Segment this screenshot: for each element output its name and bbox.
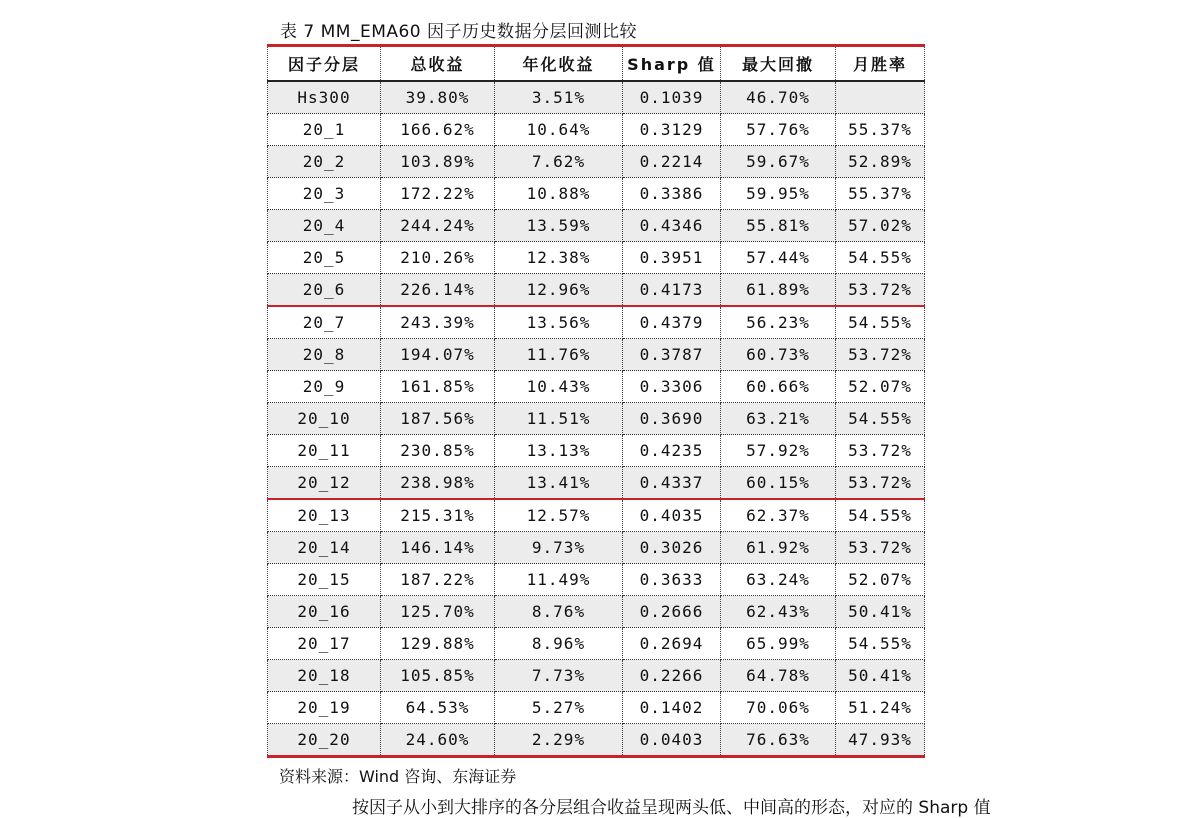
cell-max-drawdown: 61.92% [721, 532, 836, 564]
cell-sharp-ratio: 0.2694 [623, 628, 721, 660]
cell-monthly-win-rate [836, 81, 925, 114]
cell-max-drawdown: 59.67% [721, 146, 836, 178]
cell-monthly-win-rate: 52.89% [836, 146, 925, 178]
cell-monthly-win-rate: 53.72% [836, 339, 925, 371]
table-row [268, 306, 925, 339]
table-row [268, 114, 925, 146]
cell-max-drawdown: 65.99% [721, 628, 836, 660]
cell-monthly-win-rate: 52.07% [836, 371, 925, 403]
cell-sharp-ratio: 0.3026 [623, 532, 721, 564]
cell-total-return: 105.85% [381, 660, 495, 692]
cell-sharp-ratio: 0.3633 [623, 564, 721, 596]
table-row [268, 724, 925, 757]
cell-sharp-ratio: 0.4337 [623, 467, 721, 500]
cell-annual-return: 8.96% [495, 628, 623, 660]
cell-total-return: 161.85% [381, 371, 495, 403]
cell-max-drawdown: 61.89% [721, 274, 836, 307]
cell-sharp-ratio: 0.2266 [623, 660, 721, 692]
cell-monthly-win-rate: 54.55% [836, 403, 925, 435]
cell-total-return: 243.39% [381, 306, 495, 339]
cell-factor-layer: Hs300 [268, 81, 381, 114]
cell-total-return: 210.26% [381, 242, 495, 274]
cell-sharp-ratio: 0.4173 [623, 274, 721, 307]
cell-factor-layer: 20_8 [268, 339, 381, 371]
cell-annual-return: 10.64% [495, 114, 623, 146]
header-total-return: 总收益 [381, 46, 495, 82]
cell-factor-layer: 20_3 [268, 178, 381, 210]
cell-annual-return: 8.76% [495, 596, 623, 628]
cell-max-drawdown: 46.70% [721, 81, 836, 114]
cell-annual-return: 10.43% [495, 371, 623, 403]
cell-factor-layer: 20_5 [268, 242, 381, 274]
cell-annual-return: 9.73% [495, 532, 623, 564]
cell-monthly-win-rate: 53.72% [836, 274, 925, 307]
cell-monthly-win-rate: 47.93% [836, 724, 925, 757]
cell-total-return: 194.07% [381, 339, 495, 371]
table-row [268, 178, 925, 210]
table-row [268, 242, 925, 274]
cell-factor-layer: 20_20 [268, 724, 381, 757]
cell-annual-return: 11.76% [495, 339, 623, 371]
cell-total-return: 129.88% [381, 628, 495, 660]
table-row [268, 210, 925, 242]
cell-max-drawdown: 63.21% [721, 403, 836, 435]
cell-monthly-win-rate: 55.37% [836, 178, 925, 210]
table-row [268, 371, 925, 403]
cell-factor-layer: 20_12 [268, 467, 381, 500]
cell-factor-layer: 20_9 [268, 371, 381, 403]
cell-factor-layer: 20_4 [268, 210, 381, 242]
cell-factor-layer: 20_10 [268, 403, 381, 435]
cell-monthly-win-rate: 52.07% [836, 564, 925, 596]
cell-monthly-win-rate: 51.24% [836, 692, 925, 724]
cell-sharp-ratio: 0.1402 [623, 692, 721, 724]
cell-sharp-ratio: 0.3306 [623, 371, 721, 403]
cell-max-drawdown: 63.24% [721, 564, 836, 596]
table-row [268, 564, 925, 596]
cell-total-return: 172.22% [381, 178, 495, 210]
table-row [268, 499, 925, 532]
cell-max-drawdown: 59.95% [721, 178, 836, 210]
cell-annual-return: 13.41% [495, 467, 623, 500]
cell-total-return: 226.14% [381, 274, 495, 307]
cell-annual-return: 5.27% [495, 692, 623, 724]
table-row [268, 81, 925, 114]
cell-max-drawdown: 57.76% [721, 114, 836, 146]
cell-sharp-ratio: 0.4379 [623, 306, 721, 339]
body-paragraph-partial: 按因子从小到大排序的各分层组合收益呈现两头低、中间高的形态，对应的 Sharp 值 [352, 798, 991, 818]
cell-monthly-win-rate: 55.37% [836, 114, 925, 146]
cell-factor-layer: 20_16 [268, 596, 381, 628]
cell-total-return: 230.85% [381, 435, 495, 467]
factor-backtest-table-container [267, 44, 924, 758]
cell-sharp-ratio: 0.3386 [623, 178, 721, 210]
cell-sharp-ratio: 0.4235 [623, 435, 721, 467]
cell-monthly-win-rate: 54.55% [836, 242, 925, 274]
cell-max-drawdown: 57.92% [721, 435, 836, 467]
table-row [268, 692, 925, 724]
cell-total-return: 125.70% [381, 596, 495, 628]
header-sharp-ratio: Sharp 值 [623, 46, 721, 82]
cell-total-return: 166.62% [381, 114, 495, 146]
cell-factor-layer: 20_18 [268, 660, 381, 692]
cell-annual-return: 13.59% [495, 210, 623, 242]
cell-sharp-ratio: 0.3129 [623, 114, 721, 146]
cell-total-return: 103.89% [381, 146, 495, 178]
cell-annual-return: 11.51% [495, 403, 623, 435]
table-row [268, 435, 925, 467]
table-row [268, 660, 925, 692]
factor-backtest-table [267, 44, 925, 758]
cell-factor-layer: 20_1 [268, 114, 381, 146]
cell-total-return: 238.98% [381, 467, 495, 500]
header-max-drawdown: 最大回撤 [721, 46, 836, 82]
header-factor-layer: 因子分层 [268, 46, 381, 82]
cell-monthly-win-rate: 53.72% [836, 467, 925, 500]
cell-monthly-win-rate: 53.72% [836, 532, 925, 564]
table-row [268, 628, 925, 660]
cell-factor-layer: 20_17 [268, 628, 381, 660]
cell-total-return: 146.14% [381, 532, 495, 564]
table-row [268, 532, 925, 564]
cell-monthly-win-rate: 50.41% [836, 596, 925, 628]
cell-annual-return: 12.38% [495, 242, 623, 274]
cell-factor-layer: 20_6 [268, 274, 381, 307]
cell-monthly-win-rate: 53.72% [836, 435, 925, 467]
table-row [268, 403, 925, 435]
cell-max-drawdown: 62.37% [721, 499, 836, 532]
cell-max-drawdown: 64.78% [721, 660, 836, 692]
cell-total-return: 187.22% [381, 564, 495, 596]
cell-max-drawdown: 60.15% [721, 467, 836, 500]
table-row [268, 467, 925, 500]
cell-max-drawdown: 76.63% [721, 724, 836, 757]
cell-monthly-win-rate: 54.55% [836, 628, 925, 660]
cell-total-return: 39.80% [381, 81, 495, 114]
cell-annual-return: 7.62% [495, 146, 623, 178]
cell-monthly-win-rate: 50.41% [836, 660, 925, 692]
cell-total-return: 215.31% [381, 499, 495, 532]
table-row [268, 596, 925, 628]
cell-factor-layer: 20_19 [268, 692, 381, 724]
table-caption: 表 7 MM_EMA60 因子历史数据分层回测比较 [280, 22, 638, 42]
cell-factor-layer: 20_14 [268, 532, 381, 564]
cell-total-return: 244.24% [381, 210, 495, 242]
cell-annual-return: 12.57% [495, 499, 623, 532]
cell-annual-return: 2.29% [495, 724, 623, 757]
cell-annual-return: 13.56% [495, 306, 623, 339]
cell-sharp-ratio: 0.2214 [623, 146, 721, 178]
table-row [268, 146, 925, 178]
cell-monthly-win-rate: 57.02% [836, 210, 925, 242]
cell-factor-layer: 20_15 [268, 564, 381, 596]
cell-max-drawdown: 56.23% [721, 306, 836, 339]
cell-annual-return: 12.96% [495, 274, 623, 307]
cell-sharp-ratio: 0.4035 [623, 499, 721, 532]
cell-sharp-ratio: 0.3690 [623, 403, 721, 435]
cell-sharp-ratio: 0.3951 [623, 242, 721, 274]
cell-factor-layer: 20_11 [268, 435, 381, 467]
cell-total-return: 187.56% [381, 403, 495, 435]
cell-factor-layer: 20_13 [268, 499, 381, 532]
cell-monthly-win-rate: 54.55% [836, 499, 925, 532]
table-header-row [268, 46, 925, 82]
cell-annual-return: 13.13% [495, 435, 623, 467]
cell-max-drawdown: 70.06% [721, 692, 836, 724]
cell-monthly-win-rate: 54.55% [836, 306, 925, 339]
cell-annual-return: 7.73% [495, 660, 623, 692]
data-source-note: 资料来源：Wind 咨询、东海证券 [279, 767, 517, 786]
cell-max-drawdown: 62.43% [721, 596, 836, 628]
cell-max-drawdown: 55.81% [721, 210, 836, 242]
cell-sharp-ratio: 0.3787 [623, 339, 721, 371]
cell-max-drawdown: 60.73% [721, 339, 836, 371]
cell-max-drawdown: 60.66% [721, 371, 836, 403]
cell-annual-return: 10.88% [495, 178, 623, 210]
cell-max-drawdown: 57.44% [721, 242, 836, 274]
cell-sharp-ratio: 0.4346 [623, 210, 721, 242]
cell-factor-layer: 20_7 [268, 306, 381, 339]
header-monthly-win-rate: 月胜率 [836, 46, 925, 82]
cell-annual-return: 3.51% [495, 81, 623, 114]
cell-annual-return: 11.49% [495, 564, 623, 596]
cell-total-return: 24.60% [381, 724, 495, 757]
header-annual-return: 年化收益 [495, 46, 623, 82]
table-row [268, 274, 925, 307]
cell-total-return: 64.53% [381, 692, 495, 724]
cell-sharp-ratio: 0.0403 [623, 724, 721, 757]
cell-sharp-ratio: 0.2666 [623, 596, 721, 628]
table-row [268, 339, 925, 371]
cell-factor-layer: 20_2 [268, 146, 381, 178]
cell-sharp-ratio: 0.1039 [623, 81, 721, 114]
